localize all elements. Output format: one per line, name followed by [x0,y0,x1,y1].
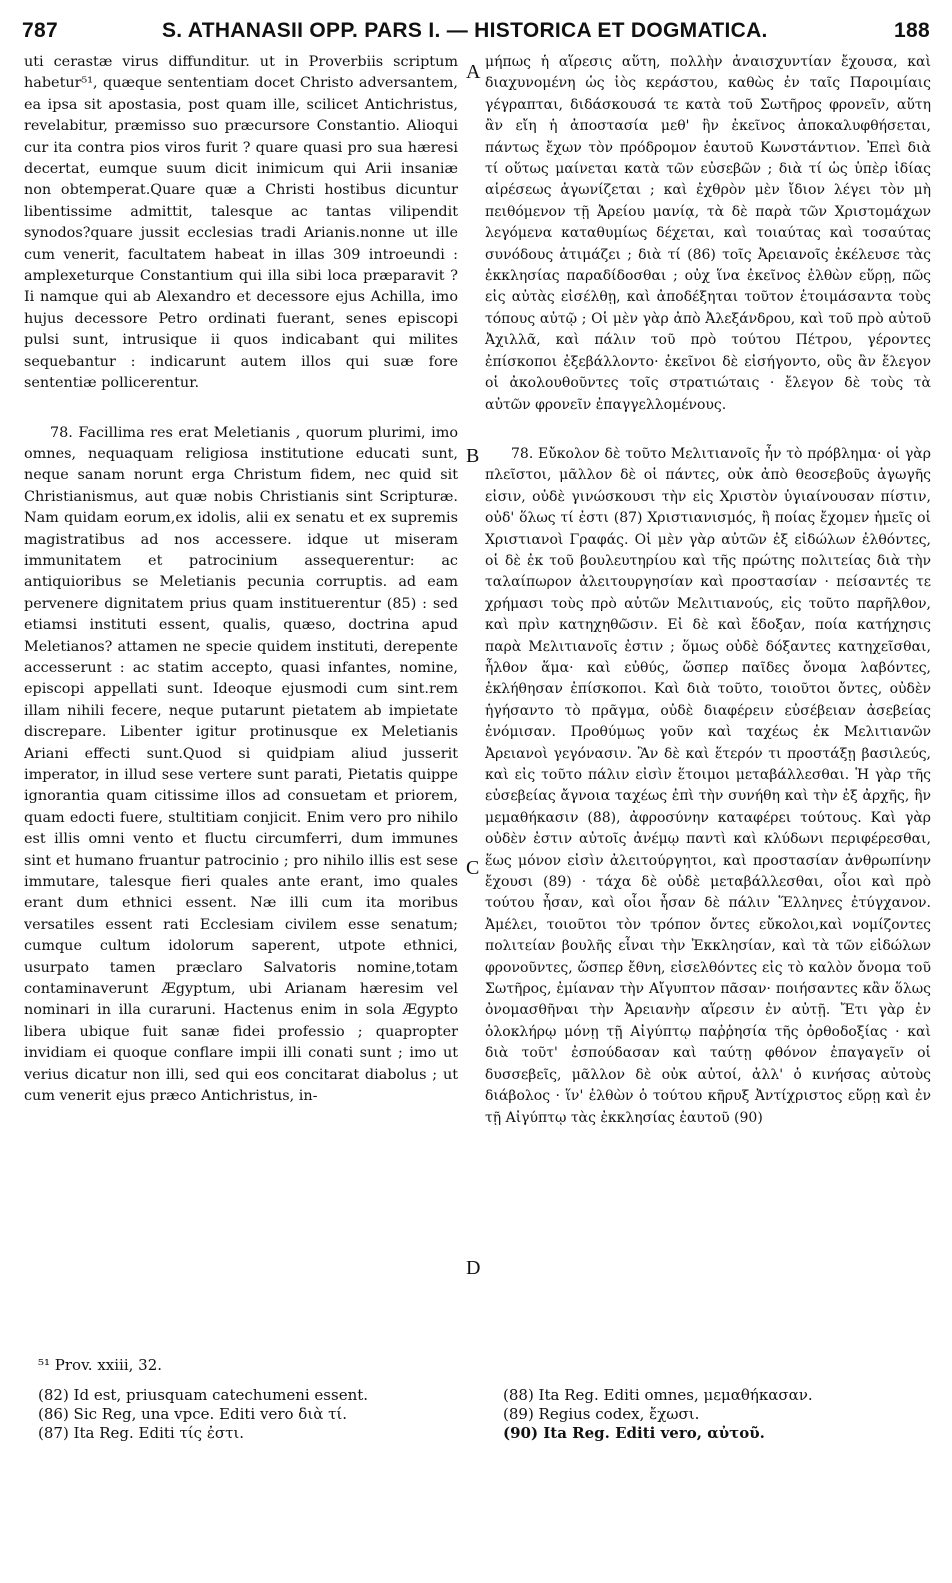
margin-letter-b: B [466,445,480,467]
paragraph-gap [485,416,931,444]
margin-letter-c: C [466,857,480,879]
notes-left [38,1386,458,1443]
footnote: (89) Regius codex, ἔχωσι. [503,1405,700,1423]
latin-column [24,52,458,1108]
margin-letter-d: D [466,1257,481,1279]
greek-column [485,52,931,1129]
footnote: (87) Ita Reg. Editi τίς ἐστι. [38,1424,245,1442]
latin-paragraph-1: uti cerastæ virus diffunditur. ut in Proverbiis scriptum habetur⁵¹, quæque sententiam docet Christo adversantem, ea ipsa sit apostasia, post quam ille, scilicet Antichristus, revelabitur, præmisso suo præcursore Constantio. Alioqui cur ita contra pios viros furit ? quare quasi pro sua hæresi decertat, eumque suum dicit inimicum qui Arii insaniæ non obtemperat.Quare quæ a Christi hostibus dicuntur libentissime admittit, talesque ac tantas vilipendit synodos?quare jussit ecclesias tradi Arianis.nonne ut ille cum venerit, facultatem habeat in illas 309 introeundi : amplexeturque Constantium qui illa sibi loca præparavit ? Ii namque qui ab Alexandro et decessore ejus Achilla, imo hujus decessore Petro ordinati fuerant, senes episcopi pulsi sunt, intrusique ii quos indicabant qui milites sequebantur : indicarunt autem illos qui suæ fore sententiæ pollicerentur. [24,54,458,392]
latin-paragraph-2: 78. Facillima res erat Meletianis , quorum plurimi, imo omnes, nequaquam religiosa institutione educati sunt, neque sanam norunt erga Christum fidem, nec quid sit Christianismus, aut quæ nobis Christianis sint Scripturæ. Nam quidam eorum,ex idolis, alii ex senatu et ex supremis magistratibus ad nos accessere. idque ut miseram immunitatem et patrocinium assequerentur: ac antiquioribus se Meletianis pecunia corruptis. ad eam pervenere dignitatem prius quam instituerentur (85) : sed etiamsi instituti essent, qualis, quæso, doctrina apud Meletianos? attamen ne specie quidem instituti, derepente accesserunt : ac statim accepto, quasi infantes, nomine, episcopi appellati sunt. Ideoque ejusmodi cum sint.rem illam nihili fecere, neque putarunt pietatem ab impietate discrepare. Libenter igitur protinusque ex Meletianis Ariani effecti sunt.Quod si quidpiam aliud jusserit imperator, in illud sese vertere sunt parati, Pietatis quippe ignorantia quam citissime illos ad consuetam et priorem, quam edocti fuere, stultitiam conjicit. Enim vero pro nihilo est illis omni vento et fluctu circumferri, dum immunes sint et humano fruantur patrocinio ; pro nihilo illis est sese immutare, talesque fieri quales ante erant, imo quales erant dum ethnici essent. Næ illi cum ita moribus versatiles essent rati Ecclesiam civilem esse senatum; cumque cultum idolorum saperent, utpote ethnici, usurpato tamen præclaro Salvatoris nomine,totam contaminaverunt Ægyptum, ubi Arianam hæresim vel nominari in illa curaruni. Hactenus enim in sola Ægypto libera ubique fuit sanæ fidei professio ; quapropter invidiam ei quoque conflare impii illi conati sunt ; imo ut verius dicatur non illi, sed qui eos concitarat diabolus ; ut cum venerit ejus præco Antichristus, in- [24,424,458,1105]
paragraph-gap [24,395,458,423]
footnote: (86) Sic Reg, una vpce. Editi vero διὰ τί. [38,1405,348,1423]
running-title: S. ATHANASII OPP. PARS I. — HISTORICA ET DOGMATICA. [162,19,768,42]
margin-letter-a: A [466,61,481,83]
page-header [22,16,930,48]
footnote: (90) Ita Reg. Editi vero, αὐτοῦ. [503,1424,765,1442]
footnote: (82) Id est, priusquam catechumeni essent. [38,1386,369,1404]
page-number-left: 787 [22,19,58,42]
greek-paragraph-2: 78. Εὔκολον δὲ τοῦτο Μελιτιανοῖς ἦν τὸ πρόβλημα· οἱ γὰρ πλεῖστοι, μᾶλλον δὲ οἱ πάντες, οὐκ ἀπὸ θεοσεβοῦς ἀγωγῆς εἰσιν, οὐδὲ γινώσκουσι τὴν εἰς Χριστὸν ὑγιαίνουσαν πίστιν, οὐδ' ὅλως τί ἐστι (87) Χριστιανισμός, ἢ ποίας ἔχομεν ἡμεῖς οἱ Χριστιανοὶ Γραφάς. Οἱ μὲν γὰρ αὐτῶν ἐξ εἰδώλων ἐλθόντες, οἱ δὲ ἐκ τοῦ βουλευτηρίου καὶ τῆς πρώτης πολιτείας διὰ τὴν ταλαίπωρον ἀλειτουργησίαν καὶ προστασίαν · πείσαντές τε χρήμασι τοὺς πρὸ αὐτῶν Μελιτιανούς, εἰς τοῦτο παρῆλθον, καὶ πρὶν κατηχηθῶσιν. Εἰ δὲ καὶ ἔδοξαν, ποία κατήχησις παρὰ Μελιτιανοῖς ἐστιν ; ὅμως οὐδὲ δόξαντες κατηχεῖσθαι, ἦλθον ἅμα· καὶ εὐθύς, ὥσπερ παῖδες ὄνομα λαβόντες, ἐκλήθησαν ἐπίσκοποι. Καὶ διὰ τοῦτο, τοιοῦτοι ὄντες, οὐδὲν ἡγήσαντο τὸ πρᾶγμα, οὐδὲ διαφέρειν εὐσέβειαν ἀσεβείας ἐνόμισαν. Προθύμως γοῦν καὶ ταχέως ἐκ Μελιτιανῶν Ἀρειανοὶ γεγόνασιν. Ἂν δὲ καὶ ἕτερόν τι προστάξῃ βασιλεύς, καὶ εἰς τοῦτο πάλιν εἰσὶν ἕτοιμοι μεταβάλλεσθαι. Ἡ γὰρ τῆς εὐσεβείας ἄγνοια ταχέως ἐπὶ τὴν συνήθη καὶ τὴν ἐξ ἀρχῆς, ἣν μεμαθήκασιν (88), ἀφροσύνην καταφέρει τούτους. Καὶ γὰρ οὐδὲν ἐστιν αὐτοῖς ἀνέμῳ παντὶ καὶ κλύδωνι περιφέρεσθαι, ἕως μόνον εἰσὶν ἀλειτούργητοι, καὶ προστασίαν ἀνθρωπίνην ἔχουσι (89) · τάχα δὲ οὐδὲ μεταβάλλεσθαι, οἷοι καὶ πρὸ τούτου ἦσαν, καὶ οἷοι ἦσαν δὲ πάλιν Ἕλληνες ἐτύγχανον. Ἀμέλει, τοιοῦτοι τὸν τρόπον ὄντες εὔκολοι,καὶ νομίζοντες πολιτείαν βουλῆς εἶναι τὴν Ἐκκλησίαν, καὶ τὰ τῶν εἰδώλων φρονοῦντες, ὥσπερ ἔθνη, εἰσελθόντες εἰς τὸ καλὸν ὄνομα τοῦ Σωτῆρος, ἐμίαναν τὴν Αἴγυπτον πᾶσαν· ποιήσαντες κἂν ὅλως ὀνομασθῆναι τὴν Ἀρειανὴν αἵρεσιν ἐν αὐτῇ. Ἔτι γὰρ ἐν ὁλοκλήρῳ μόνῃ τῇ Αἰγύπτῳ παῤῥησία τῆς ὀρθοδοξίας · καὶ διὰ τοῦτ' ἐσπούδασαν καὶ ταύτῃ φθόνον ἐπαγαγεῖν οἱ δυσσεβεῖς, μᾶλλον δὲ οὐκ αὐτοί, ἀλλ' ὁ κινήσας αὐτοὺς διάβολος · ἵν' ἐλθὼν ὁ τούτου κῆρυξ Ἀντίχριστος εὕρῃ καὶ ἐν τῇ Αἰγύπτῳ τὰς ἐκκλησίας ἑαυτοῦ (90) [485,445,931,1126]
scripture-footnote: ⁵¹ Prov. xxiii, 32. [38,1356,163,1374]
footnote: (88) Ita Reg. Editi omnes, μεμαθήκασαν. [503,1386,813,1404]
notes-right [503,1386,923,1443]
greek-paragraph-1: μήπως ἡ αἵρεσις αὕτη, πολλὴν ἀναισχυντίαν ἔχουσα, καὶ διαχυνομένη ὡς ἰὸς κεράστου, καθὼς ἐν ταῖς Παροιμίαις γέγραπται, διδάσκουσά τε κατὰ τοῦ Σωτῆρος φρονεῖν, αὕτη ἂν εἴη ἡ ἀποστασία μεθ' ἣν ἐκεῖνος ἀποκαλυφθήσεται, πάντως ἔχων τὸν πρόδρομον ἑαυτοῦ Κωνστάντιον. Ἐπεὶ διὰ τί οὕτως μαίνεται κατὰ τῶν εὐσεβῶν ; διὰ τί ὡς ὑπὲρ ἰδίας αἱρέσεως ἀγωνίζεται ; καὶ ἐχθρὸν μὲν ἴδιον λέγει τὸν μὴ πειθόμενον τῇ Ἀρείου μανίᾳ, τὰ δὲ παρὰ τῶν Χριστομάχων λεγόμενα καταθυμίως δέχεται, καὶ τοιαύτας καὶ τοσαύτας συνόδους ἀτιμάζει ; διὰ τί (86) τοῖς Ἀρειανοῖς ἐκέλευσε τὰς ἐκκλησίας παραδίδοσθαι ; οὐχ ἵνα ἐκεῖνος ἐλθὼν εὕρῃ, πῶς εἰς αὐτὰς εἰσέλθῃ, καὶ ἀποδέξηται τοῦτον ἑτοιμάσαντα τοὺς τόπους αὐτῷ ; Οἱ μὲν γὰρ ἀπὸ Ἀλεξάνδρου, καὶ τοῦ πρὸ αὐτοῦ Ἀχιλλᾶ, καὶ πάλιν τοῦ πρὸ τούτου Πέτρου, γέροντες ἐπίσκοποι ἐξεβάλλοντο· ἐκεῖνοι δὲ εἰσήγοντο, οὓς ἂν ἔλεγον οἱ ἀκολουθοῦντες τοῖς στρατιώταις · ἔλεγον δὲ τοὺς τὰ αὐτῶν φρονεῖν ἐπαγγελλομένους. [485,54,931,413]
page-number-right: 188 [894,19,930,42]
